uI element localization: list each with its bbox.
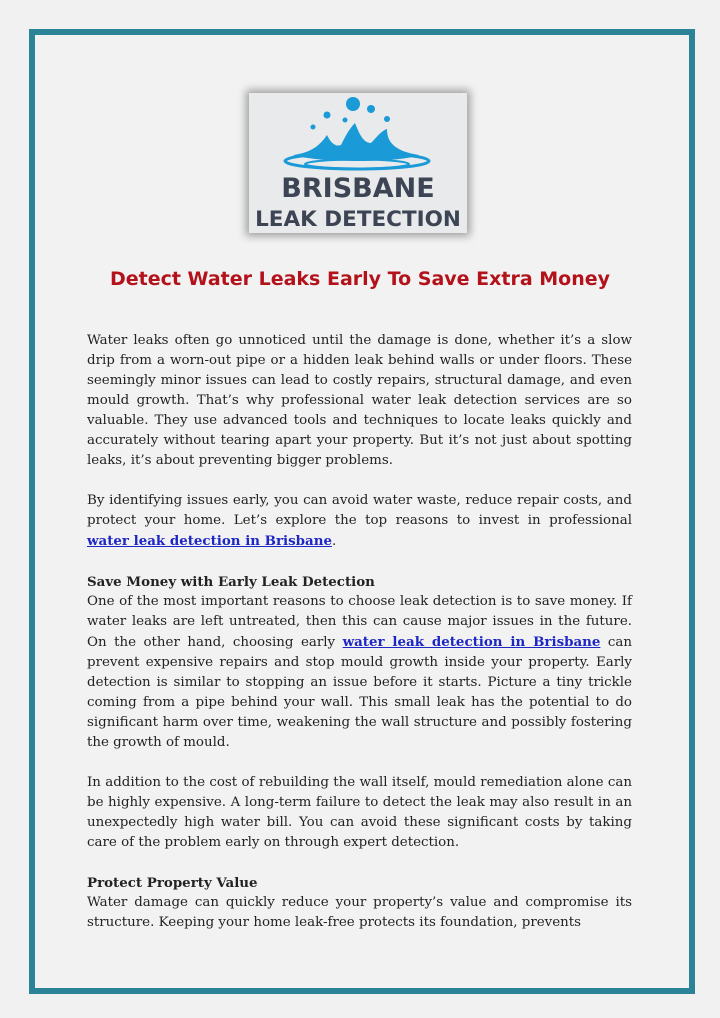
save-money-text-after: can prevent expensive repairs and stop mould growth inside your property. Early detection is similar to stopping an issue before it starts. Picture a tiny trickle coming from a pipe behind your wall. This small leak has the potential to do significant harm over time, weakening the wall structure and possibly fostering the growth of mould. <box>87 635 633 750</box>
section-heading-property-value: Protect Property Value <box>87 875 258 891</box>
save-money-text-before: One of the most important reasons to choose leak detection is to save money. If water leaks are left untreated, then this can cause major issues in the future. On the other hand, choosing early <box>87 594 632 650</box>
brisbane-leak-detection-logo <box>249 93 467 233</box>
water-splash-icon <box>249 93 467 233</box>
property-value-paragraph: Water damage can quickly reduce your property’s value and compromise its structure. Keeping your home leak-free protects its foundation, prevents <box>87 895 632 930</box>
mould-cost-paragraph: In addition to the cost of rebuilding the wall itself, mould remediation alone can be highly expensive. A long-term failure to detect the leak may also result in an unexpectedly high water bill. You can avoid these significant costs by taking care of the problem early on through expert detection. <box>87 775 632 850</box>
save-money-paragraph <box>87 592 632 753</box>
second-paragraph-text: By identifying issues early, you can avoid water waste, reduce repair costs, and protect your home. Let’s explore the top reasons to invest in professional <box>87 493 632 528</box>
logo-line2: LEAK DETECTION <box>255 207 461 232</box>
water-leak-detection-link-2[interactable]: water leak detection in Brisbane <box>342 634 601 650</box>
second-paragraph <box>87 491 632 552</box>
page-title: Detect Water Leaks Early To Save Extra Money <box>109 268 611 290</box>
second-paragraph-end: . <box>331 534 337 549</box>
article-body <box>87 331 632 933</box>
section-heading-save-money: Save Money with Early Leak Detection <box>87 574 375 590</box>
logo-line1: BRISBANE <box>281 173 435 204</box>
intro-paragraph: Water leaks often go unnoticed until the damage is done, whether it’s a slow drip from a worn-out pipe or a hidden leak behind walls or under floors. These seemingly minor issues can lead to costly repairs, structural damage, and even mould growth. That’s why professional water leak detection services are so valuable. They use advanced tools and techniques to locate leaks quickly and accurately without tearing apart your property. But it’s not just about spotting leaks, it’s about preventing bigger problems. <box>87 333 632 468</box>
water-leak-detection-link-1[interactable]: water leak detection in Brisbane <box>87 533 332 549</box>
